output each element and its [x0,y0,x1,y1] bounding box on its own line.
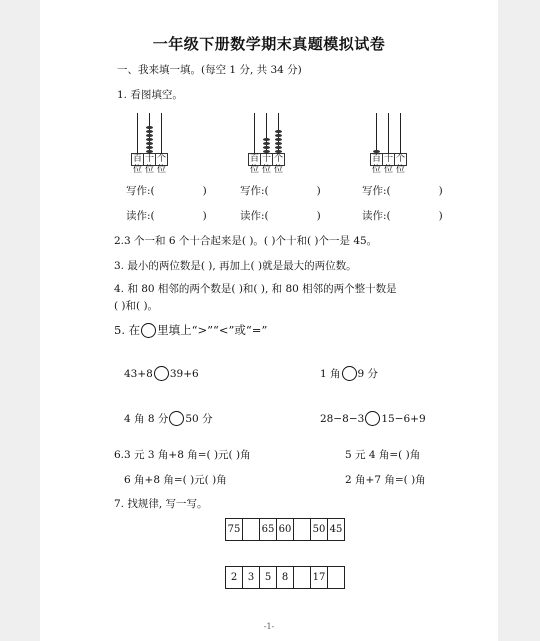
page-title: 一年级下册数学期末真题模拟试卷 [152,35,386,53]
abacus-bead [146,138,153,141]
pattern-table-2 [225,566,345,589]
abacus-place-label: 十位 [145,154,155,175]
question-5-label: 5. 在 里填上“>”“<”或“=” [114,323,268,337]
pattern-cell: 17 [311,567,328,589]
read-as-1: 读作:( ) [126,210,207,222]
pattern-cell: 75 [226,519,243,541]
abacus-bead [275,138,282,141]
question-2: 2.3 个一和 6 个十合起来是( )。( )个十和( )个一是 45。 [114,235,378,247]
abacus-bead [146,142,153,145]
question-7-label: 7. 找规律, 写一写。 [114,498,208,510]
question-4-line-1: 4. 和 80 相邻的两个数是( )和( ), 和 80 相邻的两个整十数是 [114,283,397,295]
abacus-rod [400,113,401,153]
pattern-cell: 60 [277,519,294,541]
compare-circle-icon [141,323,156,338]
read-as-3: 读作:( ) [362,210,443,222]
pattern-cell: 3 [243,567,260,589]
exam-paper [40,0,498,641]
abacus-bead [146,130,153,133]
abacus-rod [388,113,389,153]
compare-circle-icon[interactable] [154,366,169,381]
question-6-d: 2 角+7 角=( )角 [345,474,426,486]
abacus-bead [275,130,282,133]
page-number: -1- [263,622,275,631]
abacus-place-label: 十位 [384,154,394,175]
abacus-rod [137,113,138,153]
abacus-bead [275,146,282,149]
compare-circle-icon[interactable] [169,411,184,426]
abacus-rod [376,113,377,153]
abacus-place-label: 百位 [133,154,143,175]
pattern-cell[interactable] [294,567,311,589]
abacus-bead [146,134,153,137]
question-3: 3. 最小的两位数是( ), 再加上( )就是最大的两位数。 [114,260,357,272]
abacus-bead [263,142,270,145]
pattern-cell[interactable] [243,519,260,541]
abacus-bead [146,146,153,149]
pattern-cell: 5 [260,567,277,589]
compare-item-4: 28−8−3 15−6+9 [320,413,426,425]
pattern-cell: 2 [226,567,243,589]
compare-circle-icon[interactable] [365,411,380,426]
abacus-base [131,153,168,175]
abacus-rod [161,113,162,153]
abacus-bead [146,126,153,129]
abacus-base [248,153,285,175]
pattern-cell: 8 [277,567,294,589]
compare-item-2: 1 角 9 分 [320,368,379,380]
abacus-place-label: 十位 [262,154,272,175]
read-as-2: 读作:( ) [240,210,321,222]
write-as-1: 写作:( ) [126,185,207,197]
question-6-c: 6 角+8 角=( )元( )角 [124,474,227,486]
abacus-bead [275,142,282,145]
compare-item-3: 4 角 8 分 50 分 [124,413,213,425]
pattern-cell[interactable] [294,519,311,541]
question-6-b: 5 元 4 角=( )角 [345,449,421,461]
question-4-line-2: ( )和( )。 [114,300,159,312]
abacus-rod [254,113,255,153]
compare-circle-icon[interactable] [342,366,357,381]
abacus-place-label: 个位 [274,154,284,175]
abacus-bead [263,146,270,149]
abacus-place-label: 百位 [250,154,260,175]
abacus-place-label: 百位 [372,154,382,175]
write-as-3: 写作:( ) [362,185,443,197]
pattern-table-1 [225,518,345,541]
abacus-bead [263,138,270,141]
pattern-cell: 45 [328,519,345,541]
section-heading: 一、我来填一填。(每空 1 分, 共 34 分) [117,64,302,76]
question-6-a: 6.3 元 3 角+8 角=( )元( )角 [114,449,251,461]
compare-item-1: 43+8 39+6 [124,368,199,380]
pattern-cell: 65 [260,519,277,541]
abacus-base [370,153,407,175]
pattern-cell: 50 [311,519,328,541]
question-1-label: 1. 看图填空。 [117,89,183,101]
abacus-place-label: 个位 [157,154,167,175]
pattern-cell[interactable] [328,567,345,589]
abacus-place-label: 个位 [396,154,406,175]
abacus-bead [275,134,282,137]
write-as-2: 写作:( ) [240,185,321,197]
